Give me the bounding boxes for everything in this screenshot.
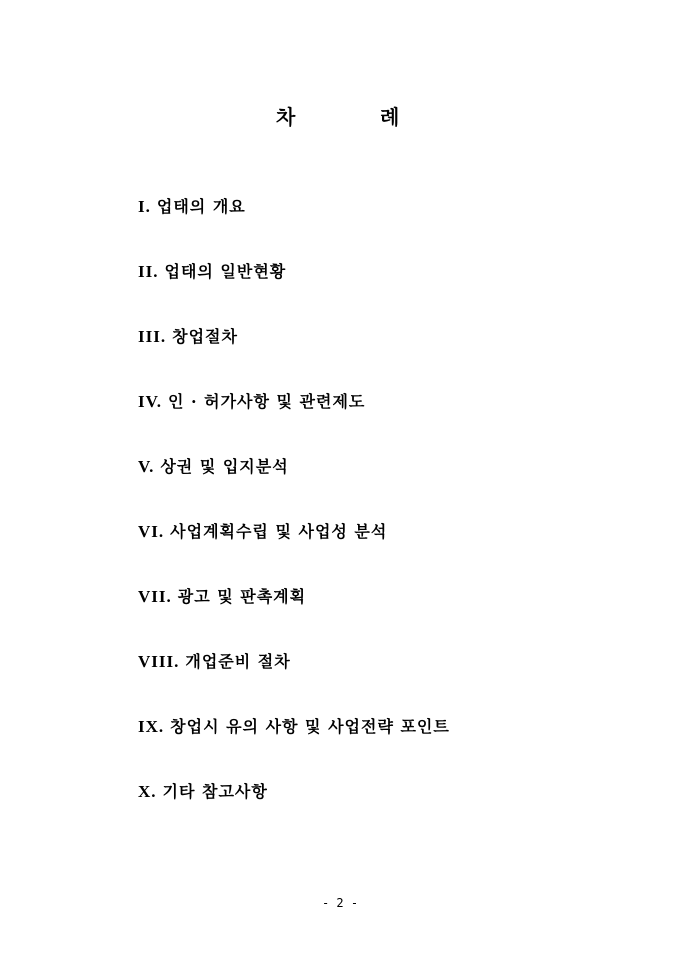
toc-item-number: II. [138, 262, 159, 281]
toc-item-number: V. [138, 457, 155, 476]
toc-item-text: 상권 및 입지분석 [160, 457, 289, 476]
toc-item-number: IX. [138, 717, 165, 736]
toc-item [138, 515, 450, 580]
toc-item-text: 기타 참고사항 [162, 782, 268, 801]
toc-item-number: VII. [138, 587, 172, 606]
toc-item [138, 385, 450, 450]
toc-item-text: 사업계획수립 및 사업성 분석 [170, 522, 388, 541]
toc-item [138, 320, 450, 385]
toc-item [138, 255, 450, 320]
toc-item-number: X. [138, 782, 157, 801]
toc-item [138, 580, 450, 645]
toc-item-text: 업태의 개요 [156, 197, 246, 216]
toc-item-number: IV. [138, 392, 162, 411]
toc-item-number: III. [138, 327, 167, 346]
toc-item [138, 450, 450, 515]
toc-item-text: 광고 및 판촉계획 [177, 587, 307, 606]
toc-item [138, 190, 450, 255]
toc-title-part1: 차 [276, 105, 296, 129]
toc-item-text: 업태의 일반현황 [164, 262, 287, 281]
toc-item [138, 775, 450, 840]
toc-item [138, 645, 450, 710]
toc-item-text: 개업준비 절차 [185, 652, 291, 671]
toc-item [138, 710, 450, 775]
table-of-contents [138, 190, 450, 840]
toc-item-text: 인 · 허가사항 및 관련제도 [167, 392, 366, 411]
toc-title [0, 102, 680, 132]
toc-item-text: 창업시 유의 사항 및 사업전략 포인트 [170, 717, 450, 736]
toc-item-number: VIII. [138, 652, 180, 671]
toc-item-text: 창업절차 [172, 327, 238, 346]
toc-title-part2: 례 [380, 105, 400, 129]
toc-item-number: VI. [138, 522, 165, 541]
toc-item-number: I. [138, 197, 151, 216]
page-number: - 2 - [321, 896, 359, 910]
